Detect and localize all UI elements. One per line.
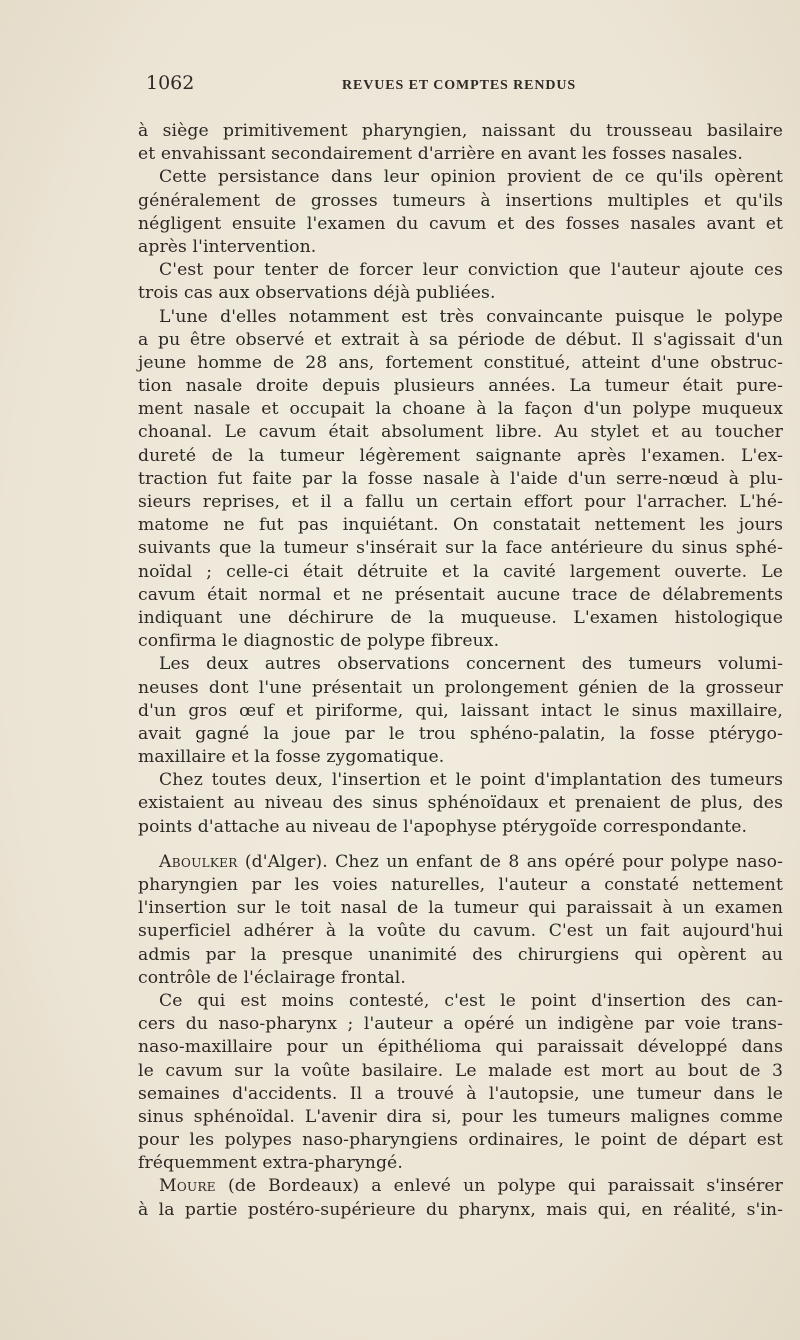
text-line: ment nasale et occupait la choane à la façon d'un polype muqueux <box>138 399 783 420</box>
text-line: choanal. Le cavum était absolument libre. Au stylet et au toucher <box>138 422 783 443</box>
text-line: semaines d'accidents. Il a trouvé à l'autopsie, une tumeur dans le <box>138 1083 783 1104</box>
text-line: à siège primitivement pharyngien, naissant du trousseau basilaire <box>138 121 783 141</box>
text-line: tion nasale droite depuis plusieurs années. La tumeur était pure- <box>138 376 783 397</box>
text-line: Cette persistance dans leur opinion provient de ce qu'ils opèrent <box>159 167 783 188</box>
text-line: généralement de grosses tumeurs à insertions multiples et qu'ils <box>138 190 783 211</box>
text-line: confirma le diagnostic de polype fibreux. <box>138 631 500 652</box>
text-line: traction fut faite par la fosse nasale à l'aide d'un serre-nœud à plu- <box>138 468 783 489</box>
text-line: à la partie postéro-supérieure du pharynx, mais qui, en réalité, s'in- <box>138 1199 783 1220</box>
text-line: existaient au niveau des sinus sphénoïdaux et prenaient de plus, des <box>138 793 783 814</box>
text-line: Moure (de Bordeaux) a enlevé un polype qui paraissait s'insérer <box>159 1176 783 1197</box>
text-line: l'insertion sur le toit nasal de la tumeur qui paraissait à un examen <box>138 898 783 919</box>
text-line: sinus sphénoïdal. L'avenir dira si, pour les tumeurs malignes comme <box>138 1106 783 1127</box>
text-line: le cavum sur la voûte basilaire. Le malade est mort au bout de 3 <box>138 1060 783 1081</box>
text-line: et envahissant secondairement d'arrière en avant les fosses nasales. <box>138 144 743 165</box>
text-line: dureté de la tumeur légèrement saignante après l'examen. L'ex- <box>138 445 783 466</box>
text-line: a pu être observé et extrait à sa période de début. Il s'agissait d'un <box>138 329 783 350</box>
text-line: avait gagné la joue par le trou sphéno-palatin, la fosse ptérygo- <box>138 723 783 744</box>
text-line: indiquant une déchirure de la muqueuse. L'examen histologique <box>138 607 783 628</box>
text-line: sieurs reprises, et il a fallu un certain effort pour l'arracher. L'hé- <box>138 492 783 512</box>
text-line: Aboulker (d'Alger). Chez un enfant de 8 ans opéré pour polype naso- <box>159 851 783 872</box>
page-number: 1062 <box>146 72 195 94</box>
text-line: contrôle de l'éclairage frontal. <box>138 967 406 988</box>
text-line: Les deux autres observations concernent des tumeurs volumi- <box>159 654 783 675</box>
text-line: naso-maxillaire pour un épithélioma qui paraissait développé dans <box>138 1037 783 1058</box>
page-header <box>146 72 779 102</box>
author-name-moure: Moure <box>159 1176 216 1197</box>
text-line: suivants que la tumeur s'insérait sur la face antérieure du sinus sphé- <box>138 538 783 559</box>
text-line: fréquemment extra-pharyngé. <box>138 1153 403 1174</box>
body-text <box>138 120 783 1222</box>
text-line: jeune homme de 28 ans, fortement constitué, atteint d'une obstruc- <box>138 352 783 373</box>
text-line: maxillaire et la fosse zygomatique. <box>138 747 445 768</box>
text-line: admis par la presque unanimité des chirurgiens qui opèrent au <box>138 944 783 965</box>
text-line: pharyngien par les voies naturelles, l'auteur a constaté nettement <box>138 875 783 895</box>
text-line: Ce qui est moins contesté, c'est le point d'insertion des can- <box>159 990 783 1011</box>
text-line: cers du naso-pharynx ; l'auteur a opéré un indigène par voie trans- <box>138 1014 783 1035</box>
text-line: Chez toutes deux, l'insertion et le point d'implantation des tumeurs <box>159 770 783 791</box>
text-line: superficiel adhérer à la voûte du cavum. C'est un fait aujourd'hui <box>138 921 783 942</box>
running-title: REVUES ET COMPTES RENDUS <box>342 78 577 93</box>
text-line: d'un gros œuf et piriforme, qui, laissant intact le sinus maxillaire, <box>138 700 783 721</box>
text-line: points d'attache au niveau de l'apophyse ptérygoïde correspondante. <box>138 816 748 837</box>
author-name-aboulker: Aboulker <box>159 851 238 872</box>
text-line: pour les polypes naso-pharyngiens ordinaires, le point de départ est <box>138 1130 783 1151</box>
text-line: C'est pour tenter de forcer leur conviction que l'auteur ajoute ces <box>159 260 783 281</box>
text-line: après l'intervention. <box>138 236 317 257</box>
text-line: L'une d'elles notamment est très convaincante puisque le polype <box>159 306 783 327</box>
text-line: neuses dont l'une présentait un prolongement génien de la grosseur <box>138 677 783 698</box>
text-line: noïdal ; celle-ci était détruite et la cavité largement ouverte. Le <box>138 561 783 582</box>
text-line: matome ne fut pas inquiétant. On constatait nettement les jours <box>138 515 783 536</box>
text-line: cavum était normal et ne présentait aucune trace de délabrements <box>138 584 783 605</box>
text-line: négligent ensuite l'examen du cavum et des fosses nasales avant et <box>138 213 783 234</box>
text-line: trois cas aux observations déjà publiées. <box>138 283 496 304</box>
